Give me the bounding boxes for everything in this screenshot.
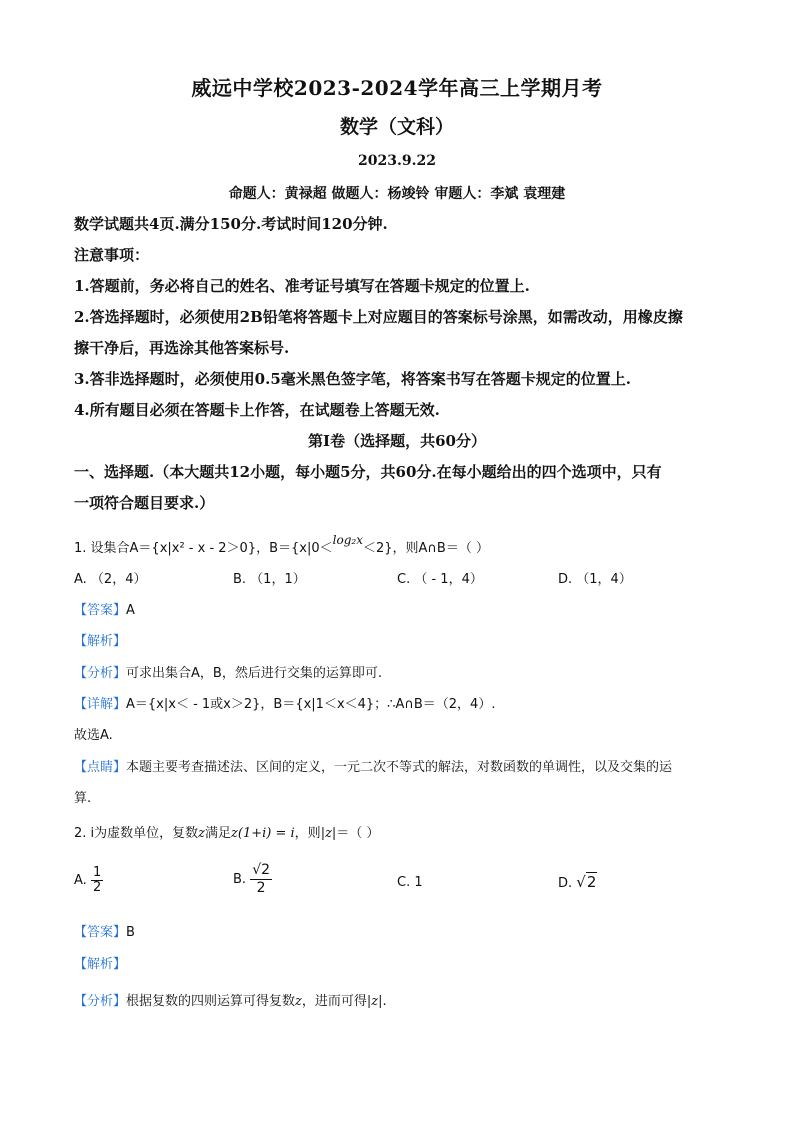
q2-z-symbol: z bbox=[198, 826, 206, 841]
q2-abs-z: |z| bbox=[320, 826, 337, 841]
answer-tag: 【答案】 bbox=[74, 925, 127, 940]
q2-analysis bbox=[74, 953, 724, 972]
q1-xiangjie-text: A＝{x|x＜ - 1或x＞2}，B＝{x|1＜x＜4}；∴A∩B＝（2，4）. bbox=[126, 697, 496, 712]
q2-option-a bbox=[74, 866, 103, 895]
part-heading: 第Ⅰ卷（选择题，共60分） bbox=[308, 432, 486, 450]
q1-stem-end: ＜2}，则A∩B＝（ ） bbox=[362, 541, 489, 556]
fenxi-tag: 【分析】 bbox=[74, 666, 127, 681]
analysis-tag: 【解析】 bbox=[74, 634, 127, 649]
notes-title: 注意事项： bbox=[74, 246, 150, 264]
q2-option-c: C. 1 bbox=[397, 875, 423, 890]
exam-subtitle: 数学（文科） bbox=[339, 116, 454, 138]
note-2: 2.答选择题时，必须使用2B铅笔将答题卡上对应题目的答案标号涂黑，如需改动，用橡皮擦 bbox=[74, 308, 683, 326]
dianjing-tag: 【点睛】 bbox=[74, 760, 127, 775]
section-instruction-1: 一、选择题.（本大题共12小题，每小题5分，共60分.在每小题给出的四个选项中，只有 bbox=[74, 463, 662, 481]
q1-conclusion: 故选A. bbox=[74, 728, 113, 743]
q1-stem-start: 1. 设集合A＝{x|x² - x - 2＞0}，B＝{x|0＜ bbox=[74, 541, 333, 556]
q2-fenxi-abs-z: |z| bbox=[366, 994, 383, 1009]
q1-answer bbox=[74, 599, 724, 618]
q1-option-a: A. （2，4） bbox=[74, 572, 147, 587]
q2-fenxi-mid: ，进而可得 bbox=[301, 994, 367, 1009]
exam-title: 威远中学校2023-2024学年高三上学期月考 bbox=[191, 76, 603, 100]
fraction-denominator: 2 bbox=[256, 880, 266, 896]
q1-log-expression: log₂x bbox=[332, 533, 363, 547]
q1-dianjing bbox=[74, 756, 724, 775]
q2-option-b-label: B. bbox=[233, 872, 247, 887]
q1-dianjing-text: 本题主要考查描述法、区间的定义，一元二次不等式的解法，对数函数的单调性，以及交集的运 bbox=[126, 760, 673, 775]
q2-option-d bbox=[558, 873, 597, 891]
fraction-numerator: √2 bbox=[252, 862, 271, 878]
sqrt-sign: √ bbox=[576, 873, 586, 891]
q1-stem bbox=[74, 533, 724, 556]
q1-analysis bbox=[74, 630, 724, 649]
q2-answer-value: B bbox=[126, 925, 135, 940]
sqrt-radicand: 2 bbox=[586, 873, 597, 891]
exam-authors: 命题人：黄禄超 做题人：杨竣铃 审题人：李斌 袁理建 bbox=[228, 186, 566, 202]
q2-equation: z(1+i) = i bbox=[231, 826, 295, 841]
section-instruction-2: 一项符合题目要求.） bbox=[74, 494, 215, 512]
q1-xiangjie bbox=[74, 693, 724, 712]
fraction-denominator: 2 bbox=[92, 880, 102, 895]
q2-stem bbox=[74, 822, 724, 841]
xiangjie-tag: 【详解】 bbox=[74, 697, 127, 712]
q2-fenxi-end: . bbox=[382, 994, 387, 1009]
answer-tag: 【答案】 bbox=[74, 603, 127, 618]
q2-option-d-label: D. bbox=[558, 876, 573, 891]
exam-summary: 数学试题共4页.满分150分.考试时间120分钟. bbox=[74, 215, 388, 233]
fraction-numerator: 1 bbox=[92, 865, 102, 880]
exam-date: 2023.9.22 bbox=[358, 153, 436, 169]
q2-stem-mid2: ，则 bbox=[294, 826, 321, 841]
q1-fenxi bbox=[74, 662, 724, 681]
q2-fenxi-z: z bbox=[295, 994, 302, 1009]
q1-dianjing-cont: 算. bbox=[74, 791, 92, 806]
note-4: 4.所有题目必须在答题卡上作答，在试题卷上答题无效. bbox=[74, 401, 440, 419]
q1-answer-value: A bbox=[126, 603, 135, 618]
q2-stem-mid: 满足 bbox=[205, 826, 232, 841]
q1-option-b: B. （1，1） bbox=[233, 572, 306, 587]
note-3: 3.答非选择题时，必须使用0.5毫米黑色签字笔，将答案书写在答题卡规定的位置上. bbox=[74, 370, 631, 388]
note-2-cont: 擦干净后，再选涂其他答案标号. bbox=[74, 339, 290, 357]
q1-option-d: D. （1，4） bbox=[558, 572, 632, 587]
q1-fenxi-text: 可求出集合A，B，然后进行交集的运算即可. bbox=[126, 666, 382, 681]
q2-answer bbox=[74, 921, 724, 940]
q2-stem-end: ＝（ ） bbox=[336, 826, 380, 841]
q2-fenxi-text: 根据复数的四则运算可得复数 bbox=[126, 994, 296, 1009]
q2-stem-start: 2. i为虚数单位，复数 bbox=[74, 826, 199, 841]
q2-fenxi bbox=[74, 990, 724, 1009]
q2-option-a-label: A. bbox=[74, 873, 87, 888]
q2-option-b-fraction bbox=[250, 862, 272, 897]
analysis-tag: 【解析】 bbox=[74, 957, 127, 972]
q2-option-a-fraction bbox=[91, 866, 103, 895]
fenxi-tag: 【分析】 bbox=[74, 994, 127, 1009]
q1-option-c: C. （ - 1，4） bbox=[397, 572, 483, 587]
q2-option-b bbox=[233, 862, 272, 897]
note-1: 1.答题前，务必将自己的姓名、准考证号填写在答题卡规定的位置上. bbox=[74, 277, 530, 295]
q2-option-d-sqrt bbox=[576, 872, 597, 891]
